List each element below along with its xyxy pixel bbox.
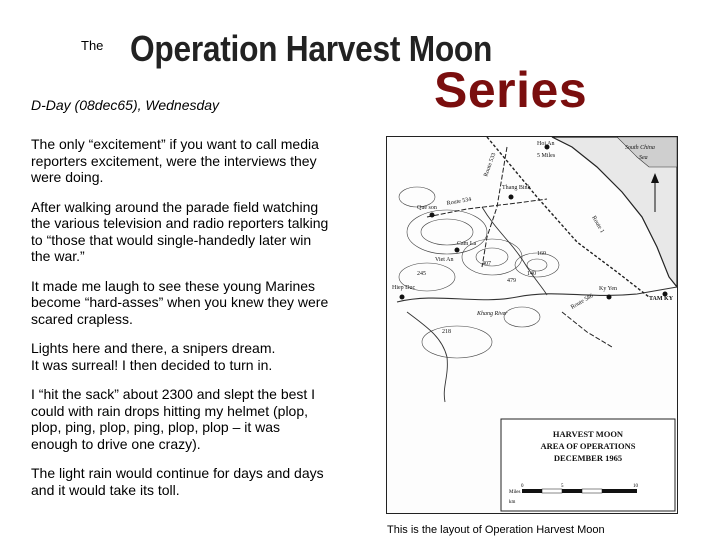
operations-map — [386, 136, 678, 514]
paragraph-line: reporters excitement, were the interviews they — [31, 152, 317, 169]
map-label-elev-479: 479 — [507, 278, 516, 284]
map-label-khang-river: Khang River — [477, 311, 508, 317]
map-label-tam-ky: TAM KY — [649, 296, 674, 302]
paragraph-line: After walking around the parade field watching — [31, 198, 319, 215]
map-label-route-534: Route 534 — [446, 196, 472, 207]
map-label-viet-an: Viet An — [435, 257, 454, 263]
paragraph-line: Lights here and there, a snipers dream. — [31, 340, 276, 356]
paragraph-line: enough to drive one crazy). — [31, 435, 201, 452]
paragraph-line: scared crapless. — [31, 310, 133, 327]
legend-title-line-1: HARVEST MOON — [552, 429, 624, 439]
paragraph-line: I “hit the sack” about 2300 and slept the best I — [31, 386, 316, 402]
map-label-route-586: Route 586 — [570, 293, 595, 311]
map-label-que-son: Que son — [417, 205, 437, 211]
scale-mark-0: 0 — [521, 484, 524, 489]
paragraph-1 — [31, 136, 376, 186]
map-label-route-1: Route 1 — [590, 215, 605, 235]
paragraph-line: the various television and radio reporters talking — [31, 215, 329, 231]
scale-mark-5: 5 — [561, 484, 564, 489]
route-586-road — [562, 312, 612, 347]
legend-title-line-2: AREA OF OPERATIONS — [540, 441, 636, 451]
map-label-sea: Sea — [639, 155, 648, 161]
river-south — [407, 312, 447, 402]
map-label-5-miles: 5 Miles — [537, 153, 556, 159]
paragraph-line: and it would take its toll. — [31, 481, 180, 498]
paragraph-5 — [31, 386, 376, 452]
paragraph-line: It was surreal! I then decided to turn in. — [31, 356, 273, 373]
map-label-south-china: South China — [625, 145, 655, 151]
scale-mark-10: 10 — [633, 484, 638, 489]
paragraph-line: The only “excitement” if you want to call media — [31, 136, 319, 152]
map-label-elev-245: 245 — [417, 271, 426, 277]
date-subtitle: D-Day (08dec65), Wednesday — [31, 97, 220, 113]
khang-river — [397, 287, 677, 302]
map-label-hiep-duc: Hiep Duc — [392, 285, 416, 291]
paragraph-line: to “those that would single-handedly later win — [31, 231, 312, 248]
map-label-ky-yen: Ky Yen — [599, 286, 618, 292]
page-title: Operation Harvest Moon — [130, 28, 493, 69]
map-label-route-533: Route 533 — [483, 152, 498, 178]
paragraph-4 — [31, 340, 376, 373]
map-label-cam-la: Cam La — [457, 241, 477, 247]
scale-miles-label: Miles — [509, 490, 521, 495]
paragraph-line: become “hard-asses” when you knew they were — [31, 294, 329, 310]
paragraph-line: were doing. — [31, 169, 104, 185]
map-label-elev-160: 160 — [537, 251, 546, 257]
map-label-elev-407: 407 — [482, 261, 491, 267]
map-label-hoi-an: Hoi An — [537, 141, 555, 147]
map-caption: This is the layout of Operation Harvest Moon — [387, 524, 605, 536]
paragraph-6 — [31, 465, 376, 498]
paragraph-line: It made me laugh to see these young Marines — [31, 277, 316, 294]
scale-km-label: km — [509, 500, 516, 505]
header-the: The — [81, 38, 104, 53]
map-drawing — [387, 137, 677, 513]
body-text — [31, 136, 376, 511]
paragraph-line: the war.” — [31, 248, 85, 264]
legend-title-line-3: DECEMBER 1965 — [553, 453, 623, 463]
paragraph-line: could with rain drops hitting my helmet (plop, — [31, 402, 309, 419]
map-label-elev-218: 218 — [442, 329, 451, 335]
paragraph-line: plop, ping, plop, ping, plop, plop – it was — [31, 419, 281, 435]
map-label-thang-binh: Thang Binh — [502, 185, 531, 191]
paragraph-3 — [31, 278, 376, 328]
series-label: Series — [434, 62, 588, 118]
paragraph-2 — [31, 199, 376, 265]
map-label-elev-140: 140 — [527, 271, 536, 277]
paragraph-line: The light rain would continue for days and days — [31, 465, 324, 481]
